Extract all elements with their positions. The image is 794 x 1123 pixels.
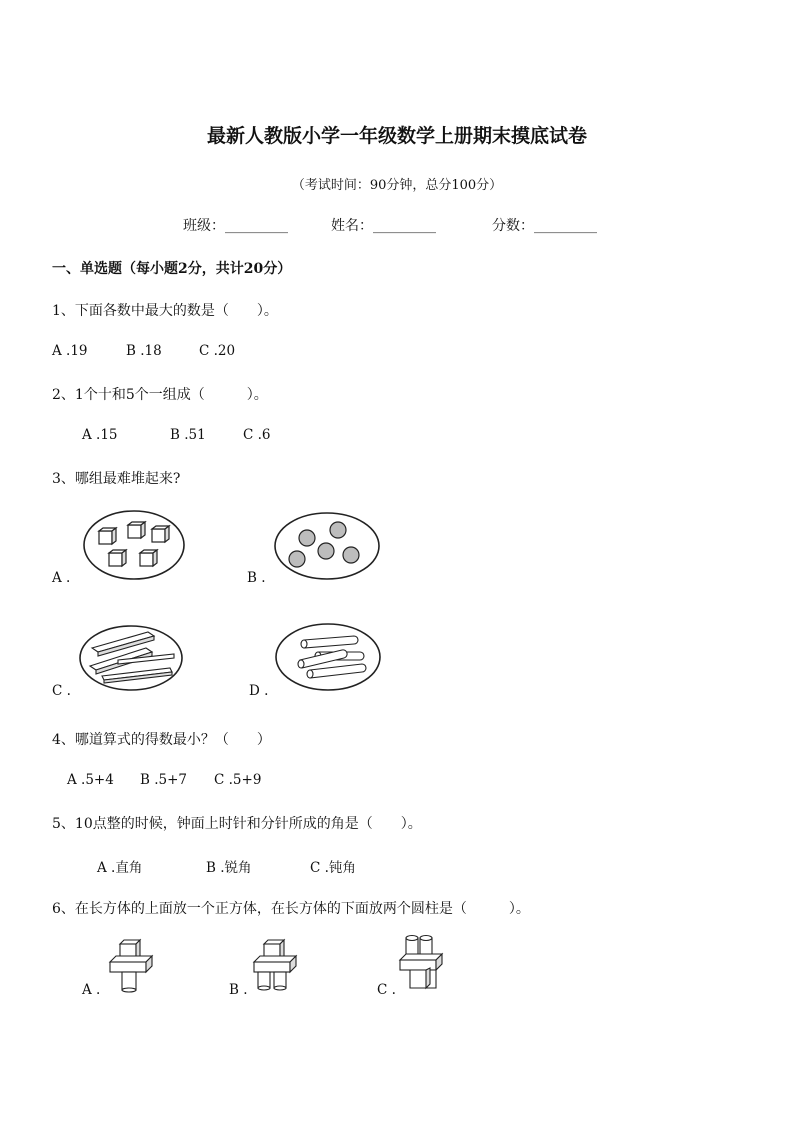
- q3-option-a: A .: [52, 570, 71, 586]
- q5-option-c: C .钝角: [310, 860, 356, 876]
- q4-option-a: A .5+4: [67, 772, 114, 788]
- page-title: 最新人教版小学一年级数学上册期末摸底试卷: [206, 125, 587, 147]
- q3-option-c: C .: [52, 683, 71, 699]
- section-heading: 一、单选题（每小题2分，共计20分）: [52, 261, 292, 277]
- question-3: 3、哪组最难堆起来?: [52, 471, 181, 487]
- q2-option-b: B .51: [170, 427, 206, 443]
- planks-icon: [78, 624, 184, 692]
- score-field: 分数：_________: [492, 218, 597, 234]
- q6-option-b: B .: [229, 982, 248, 998]
- question-2: 2、1个十和5个一组成（ ）。: [52, 387, 268, 403]
- stack-one-cylinder-icon: [108, 936, 154, 994]
- stack-two-cylinders-icon: [252, 936, 298, 994]
- q2-option-a: A .15: [82, 427, 118, 443]
- logs-icon: [274, 622, 382, 692]
- q3-option-b: B .: [247, 570, 266, 586]
- balls-icon: [273, 511, 381, 581]
- q5-option-b: B .锐角: [206, 860, 252, 876]
- q1-option-c: C .20: [199, 343, 236, 359]
- question-5: 5、10点整的时候，钟面上时针和分针所成的角是（ ）。: [52, 816, 422, 832]
- cubes-icon: [82, 508, 186, 582]
- q5-option-a: A .直角: [97, 860, 143, 876]
- q6-option-a: A .: [82, 982, 101, 998]
- question-1: 1、下面各数中最大的数是（ ）。: [52, 303, 278, 319]
- question-4: 4、哪道算式的得数最小？（ ）: [52, 732, 271, 748]
- q4-option-b: B .5+7: [140, 772, 187, 788]
- q2-option-c: C .6: [243, 427, 271, 443]
- stack-two-cylinders-top-icon: [398, 932, 444, 992]
- q3-option-d: D .: [249, 683, 269, 699]
- q1-option-b: B .18: [126, 343, 162, 359]
- question-6: 6、在长方体的上面放一个正方体，在长方体的下面放两个圆柱是（ ）。: [52, 901, 530, 917]
- name-field: 姓名：_________: [331, 218, 436, 234]
- exam-info: （考试时间：90分钟，总分100分）: [291, 178, 503, 193]
- q1-option-a: A .19: [52, 343, 88, 359]
- q4-option-c: C .5+9: [214, 772, 262, 788]
- q6-option-c: C .: [377, 982, 396, 998]
- class-field: 班级：_________: [183, 218, 288, 234]
